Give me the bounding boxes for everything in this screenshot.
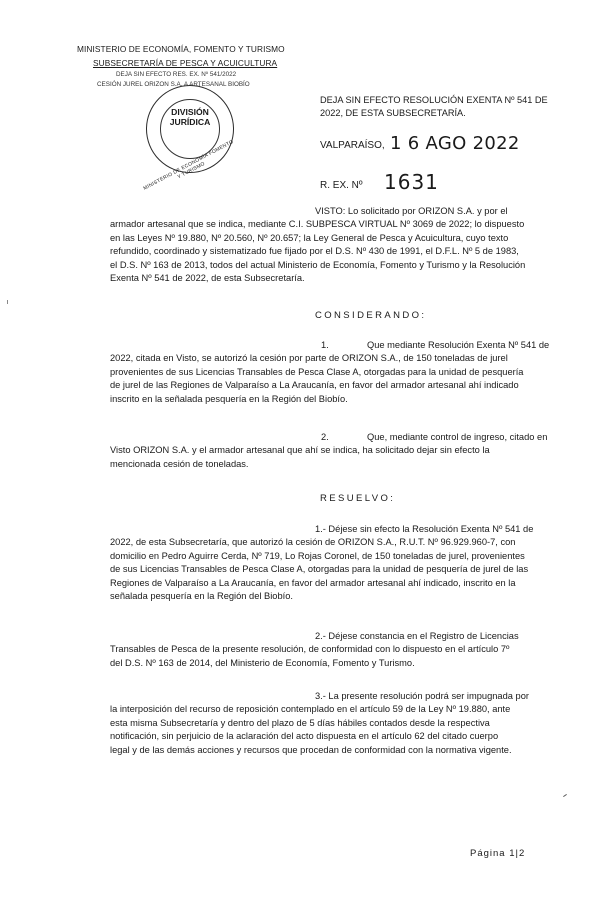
resuelvo-line: esta misma Subsecretaría y dentro del plazo de 5 días hábiles contados desde la respectiva [110, 717, 490, 728]
resuelvo-line: notificación, sin perjuicio de la aclaración del acto dispuesta en el artículo 62 del citado cuerpo [110, 731, 499, 742]
header-ref-line-2: CESIÓN JUREL ORIZON S.A. A ARTESANAL BIOBÍO [97, 81, 250, 88]
considerando-heading: CONSIDERANDO: [315, 310, 427, 321]
visto-line: refundido, coordinado y sistematizado fue fijado por el D.S. Nº 430 de 1991, el D.F.L. Nº 5 de 1983, [110, 246, 519, 257]
considerando-line: inscrito en la señalada pesquería en la Región del Biobío. [110, 393, 348, 404]
resolution-label: R. EX. Nº [320, 180, 363, 191]
resuelvo-line: de sus Licencias Transables de Pesca Clase A, otorgadas para la unidad de pesquería de jurel de las [110, 564, 529, 575]
subject-line-2: 2022, DE ESTA SUBSECRETARÍA. [320, 108, 466, 118]
considerando-line: de jurel de las Regiones de Valparaíso a La Araucanía, en favor del armador artesanal ahí indicado [110, 380, 519, 391]
visto-line: VISTO: Lo solicitado por ORIZON S.A. y por el [315, 206, 508, 216]
scan-mark [563, 794, 567, 797]
scan-mark [7, 300, 8, 304]
considerando-item-2 [110, 431, 550, 471]
considerando-first-line: Que, mediante control de ingreso, citado en [367, 432, 548, 442]
division-juridica-stamp [142, 85, 235, 192]
resuelvo-line: señalada pesquería en la Región del Biobío. [110, 591, 293, 602]
stamp-ring-text: MINISTERIO DE ECONOMÍA FOMENTO Y TURISMO [142, 138, 235, 192]
resuelvo-item-3 [110, 690, 550, 757]
visto-line: en las Leyes Nº 19.880, Nº 20.560, Nº 20.657; la Ley General de Pesca y Acuicultura, cuyo texto [110, 232, 509, 243]
resuelvo-line: Transables de Pesca de la presente resolución, de conformidad con lo dispuesto en el artículo 7º [110, 644, 510, 655]
considerando-line: provenientes de sus Licencias Transables de Pesca Clase A, otorgadas para la unidad de pesquería [110, 366, 524, 377]
considerando-first-line: Que mediante Resolución Exenta Nº 541 de [367, 340, 550, 350]
resuelvo-line: legal y de las demás acciones y recursos que procedan de conformidad con la normativa vigente. [110, 744, 512, 755]
resolution-number: 1631 [384, 170, 439, 194]
considerando-line: 2022, citada en Visto, se autorizó la cesión por parte de ORIZON S.A., de 150 toneladas de jurel [110, 353, 508, 364]
stamp-line-2: JURÍDICA [169, 117, 211, 127]
resuelvo-line: la interposición del recurso de reposición contemplado en el artículo 59 de la Ley Nº 19.880, ante [110, 704, 511, 715]
ministry-name: MINISTERIO DE ECONOMÍA, FOMENTO Y TURISMO [77, 44, 285, 54]
visto-paragraph [110, 205, 550, 285]
resuelvo-line: Regiones de Valparaíso a La Araucanía, en favor del armador artesanal ahí indicado, inscrito en la [110, 577, 516, 588]
place: VALPARAÍSO, [320, 140, 385, 151]
considerando-line: mencionada cesión de toneladas. [110, 458, 249, 469]
resuelvo-item-2 [110, 630, 550, 670]
resuelvo-line: del D.S. Nº 163 de 2014, del Ministerio de Economía, Fomento y Turismo. [110, 657, 415, 668]
subject [320, 94, 570, 120]
visto-line: el D.S. Nº 163 de 2013, todos del actual Ministerio de Economía, Fomento y Turismo y la Resolución [110, 259, 526, 270]
subsecretaria-name: SUBSECRETARÍA DE PESCA Y ACUICULTURA [93, 58, 278, 68]
subject-line-1: DEJA SIN EFECTO RESOLUCIÓN EXENTA Nº 541 DE [320, 95, 548, 105]
page-number: Página 1|2 [470, 848, 526, 859]
considerando-number: 2. [321, 432, 329, 442]
considerando-item-1 [110, 339, 550, 406]
considerando-line: Visto ORIZON S.A. y el armador artesanal que ahí se indica, ha solicitado dejar sin efecto la [110, 445, 490, 456]
resuelvo-line: 2022, de esta Subsecretaría, que autorizó la cesión de ORIZON S.A., R.U.T. Nº 96.929.960-7, con [110, 537, 516, 548]
resuelvo-first-line: 1.- Déjese sin efecto la Resolución Exenta Nº 541 de [315, 524, 534, 534]
resuelvo-first-line: 3.- La presente resolución podrá ser impugnada por [315, 691, 529, 701]
visto-line: Exenta Nº 541 de 2022, de esta Subsecretaría. [110, 273, 305, 284]
resuelvo-line: domicilio en Pedro Aguirre Cerda, Nº 719, Lo Rojas Coronel, de 150 toneladas de jurel, provenientes [110, 550, 525, 561]
header-ref-line-1: DEJA SIN EFECTO RES. EX. Nº 541/2022 [116, 71, 237, 78]
stamp-line-1: DIVISIÓN [171, 107, 209, 117]
stamped-date: 1 6 AGO 2022 [390, 133, 520, 154]
resuelvo-item-1 [110, 523, 550, 603]
resuelvo-heading: RESUELVO: [320, 493, 396, 504]
considerando-number: 1. [321, 340, 329, 350]
resuelvo-first-line: 2.- Déjese constancia en el Registro de Licencias [315, 631, 519, 641]
visto-line: armador artesanal que se indica, mediante C.I. SUBPESCA VIRTUAL Nº 3069 de 2022; lo dispuesto [110, 219, 525, 230]
